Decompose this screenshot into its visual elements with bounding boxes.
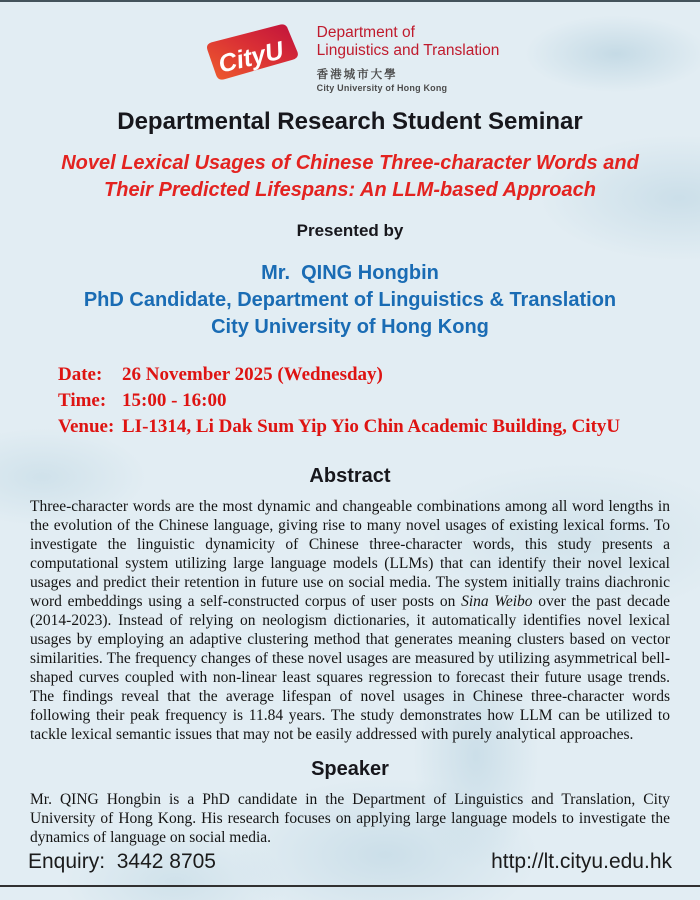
university-name-chinese: 香港城市大學: [316, 69, 398, 81]
speaker-heading: Speaker: [311, 758, 389, 780]
event-details: [58, 362, 700, 440]
venue-value: LI-1314, Li Dak Sum Yip Yio Chin Academic Building, CityU: [122, 416, 621, 437]
top-border-line: [0, 0, 700, 2]
time-label: Time:: [58, 390, 107, 411]
date-value: 26 November 2025 (Wednesday): [122, 364, 383, 385]
time-value: 15:00 - 16:00: [122, 390, 227, 411]
enquiry-label: Enquiry:: [28, 850, 106, 873]
enquiry-phone: 3442 8705: [116, 850, 216, 873]
venue-row: [58, 414, 700, 440]
abstract-italic-phrase: Sina Weibo: [461, 593, 533, 610]
abstract-text-part1: Three-character words are the most dynamic and changeable combinations among all word lengths in the evolution of the Chinese language, giving rise to many novel usages of existing lexical forms. To investigate the linguistic dynamicity of Chinese three-character words, this study presents a computational system utilizing large language models (LLMs) that can identify their novel lexical usages and predict their retention in future use on social media. The system initially trains diachronic word embeddings using a self-constructed corpus of user posts on: [30, 498, 670, 610]
talk-title-line2: Their Predicted Lifespans: An LLM-based Approach: [104, 179, 596, 201]
department-name-line2: Linguistics and Translation: [316, 42, 500, 59]
date-row: [58, 362, 700, 388]
talk-title: [0, 150, 700, 204]
cityu-logo-icon: [201, 22, 303, 82]
abstract-heading: Abstract: [309, 465, 391, 487]
seminar-series-title: Departmental Research Student Seminar: [117, 108, 583, 135]
presented-by-label: Presented by: [296, 221, 404, 240]
speaker-identity-block: [0, 260, 700, 341]
talk-title-line1: Novel Lexical Usages of Chinese Three-character Words and: [61, 152, 639, 174]
speaker-affiliation: PhD Candidate, Department of Linguistics & Translation: [83, 289, 617, 311]
department-block: [317, 22, 500, 93]
enquiry: [28, 850, 216, 874]
website-url: http://lt.cityu.edu.hk: [491, 850, 672, 873]
header: [0, 0, 700, 93]
abstract-text-part2: over the past decade (2014-2023). Instead of relying on neologism dictionaries, it automatically identifies novel lexical usages by employing an adaptive clustering method that generates meaning clusters based on vector similarities. The frequency changes of these novel usages are measured by utilizing asymmetrical bell-shaped curves coupled with non-linear least squares regression to forecast their future usage trends. The findings reveal that the average lifespan of novel usages in Chinese three-character words following their peak frequency is 11.84 years. The study demonstrates how LLM can be utilized to tackle lexical semantic issues that may not be easily addressed with purely analytical approaches.: [30, 593, 670, 743]
abstract-body: [30, 497, 670, 744]
footer: [28, 850, 672, 874]
cityu-logo: [201, 22, 303, 82]
speaker-name: Mr. QING Hongbin: [261, 262, 439, 284]
venue-label: Venue:: [58, 416, 115, 437]
speaker-university: City University of Hong Kong: [211, 316, 489, 338]
time-row: [58, 388, 700, 414]
department-name-line1: Department of: [316, 24, 415, 41]
date-label: Date:: [58, 364, 103, 385]
logo-text: CityU: [215, 36, 286, 79]
university-name-english: City University of Hong Kong: [316, 83, 448, 93]
bottom-border-line: [0, 885, 700, 887]
speaker-bio: Mr. QING Hongbin is a PhD candidate in the Department of Linguistics and Translation, City University of Hong Kong. His research focuses on applying large language models to investigate the dynamics of language on social media.: [30, 791, 670, 846]
